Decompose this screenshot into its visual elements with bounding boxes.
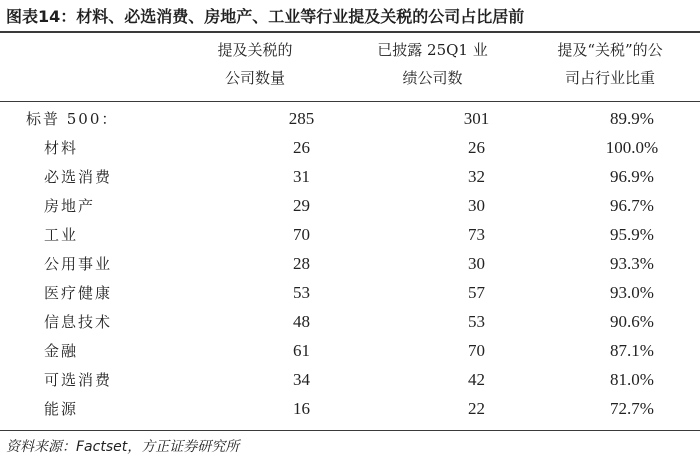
header-line: 已披露 25Q1 业 [377,41,488,59]
source-note: 资料来源：Factset，方正证券研究所 [6,439,240,455]
header-disclosed-count [345,36,520,98]
mentioned-count-cell: 285 [288,108,315,128]
disclosed-count-cell: 301 [463,108,490,128]
table-row [0,133,700,162]
table-row [0,307,700,336]
table-row [0,365,700,394]
disclosed-count-cell: 22 [468,398,485,418]
share-cell: 87.1% [610,340,654,360]
mentioned-count-cell: 34 [293,369,310,389]
mentioned-count-cell: 53 [293,282,310,302]
header-line: 公司数量 [224,69,285,87]
table-row [0,220,700,249]
mentioned-count-cell: 28 [293,253,310,273]
disclosed-count-cell: 30 [468,195,485,215]
bottom-rule [0,430,700,431]
table-row [0,162,700,191]
disclosed-count-cell: 57 [468,282,485,302]
row-label: 工业 [44,226,79,244]
mentioned-count-cell: 70 [293,224,310,244]
data-table [0,104,700,423]
share-cell: 93.0% [610,282,654,302]
disclosed-count-cell: 53 [468,311,485,331]
disclosed-count-cell: 32 [468,166,485,186]
table-row [0,278,700,307]
share-cell: 89.9% [610,108,654,128]
row-label: 材料 [44,139,79,157]
share-cell: 81.0% [610,369,654,389]
table-row [0,104,700,133]
share-cell: 72.7% [610,398,654,418]
mentioned-count-cell: 29 [293,195,310,215]
figure-title: 图表14：材料、必选消费、房地产、工业等行业提及关税的公司占比居前 [6,7,525,26]
header-line: 司占行业比重 [564,69,655,87]
row-label: 医疗健康 [44,284,113,302]
header-line: 提及关税的 [217,41,293,59]
mentioned-count-cell: 26 [293,137,310,157]
share-cell: 96.9% [610,166,654,186]
disclosed-count-cell: 26 [468,137,485,157]
header-mentioned-count [170,36,340,98]
row-label: 能源 [44,400,79,418]
share-cell: 90.6% [610,311,654,331]
disclosed-count-cell: 42 [468,369,485,389]
table-row [0,249,700,278]
mentioned-count-cell: 61 [293,340,310,360]
row-label: 必选消费 [44,168,113,186]
row-label: 可选消费 [44,371,113,389]
row-label: 信息技术 [44,313,113,331]
disclosed-count-cell: 70 [468,340,485,360]
header-share [520,36,700,98]
header-line: 绩公司数 [402,69,463,87]
share-cell: 95.9% [610,224,654,244]
row-label: 金融 [44,342,79,360]
table-row [0,394,700,423]
table-row [0,336,700,365]
top-rule [0,31,700,33]
header-rule [0,101,700,102]
row-label: 公用事业 [44,255,113,273]
row-label: 房地产 [44,197,96,215]
mentioned-count-cell: 16 [293,398,310,418]
row-label: 标普 500： [26,110,119,128]
mentioned-count-cell: 48 [293,311,310,331]
header-line: 提及“关税”的公 [557,41,663,59]
share-cell: 100.0% [605,137,659,157]
mentioned-count-cell: 31 [293,166,310,186]
disclosed-count-cell: 73 [468,224,485,244]
share-cell: 93.3% [610,253,654,273]
table-row [0,191,700,220]
disclosed-count-cell: 30 [468,253,485,273]
share-cell: 96.7% [610,195,654,215]
